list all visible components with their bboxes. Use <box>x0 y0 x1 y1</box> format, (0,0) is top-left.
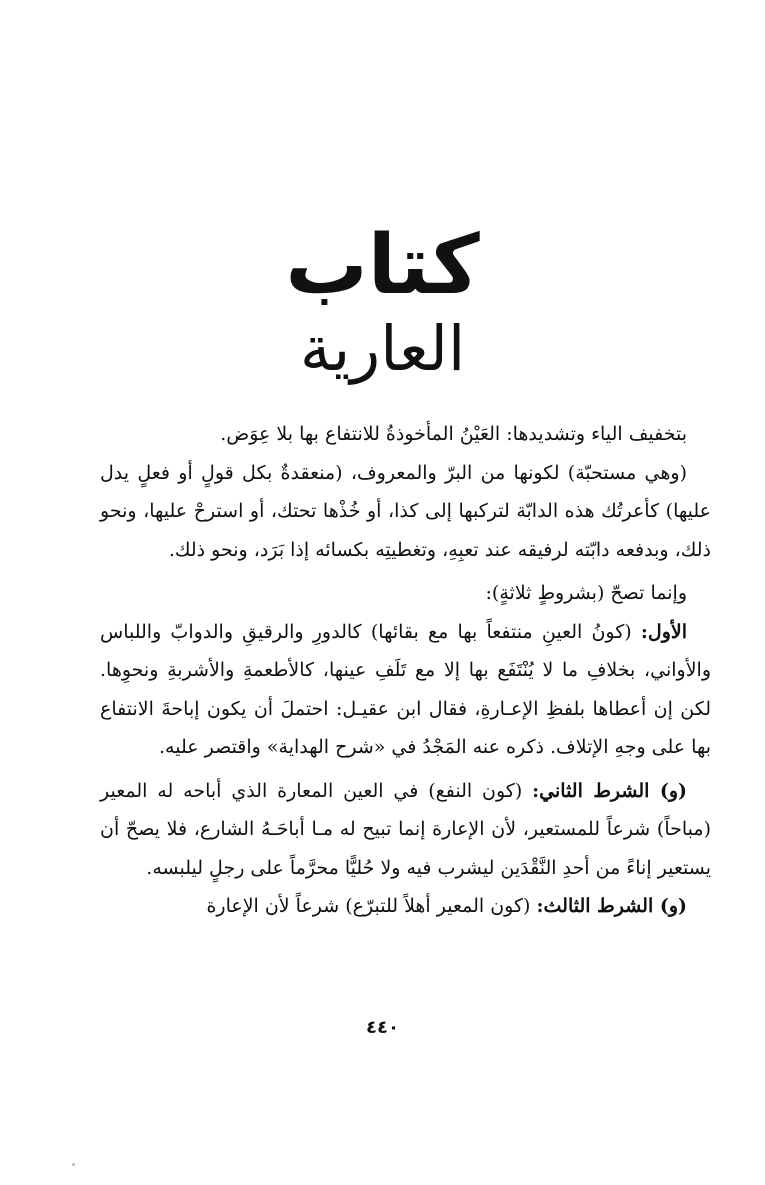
scan-speck <box>72 1163 75 1166</box>
page-number: ٤٤٠ <box>366 1017 399 1038</box>
body-text <box>100 415 711 926</box>
paragraph-conditions-intro <box>100 574 711 613</box>
paragraph-definition <box>100 415 711 454</box>
paragraph-condition-2 <box>100 772 711 888</box>
paragraph-text: بتخفيف الياء وتشديدها: العَيْنُ المأخوذةُ للانتفاع بها بلا عِوَض. <box>220 423 687 445</box>
paragraph-ruling <box>100 454 711 570</box>
paragraph-lead: الأول: <box>640 620 687 643</box>
book-title: كتاب <box>285 218 480 313</box>
paragraph-lead: (و) الشرط الثاني: <box>532 779 687 802</box>
paragraph-text: (وهي مستحبّة) لكونها من البرّ والمعروف، (منعقدةٌ بكل قولٍ أو فعلٍ يدل عليها) كأعرتُك هذه الدابّة لتركبها إلى كذا، أو خُذْها تحتك، أو استرحْ عليها، ونحو ذلك، وبدفعه دابّته لرفيقه عند تعبِهِ، وتغطيتِه بكسائه إذا بَرَد، ونحو ذلك. <box>100 461 711 561</box>
paragraph-text: (كونُ العينِ منتفعاً بها مع بقائها) كالدورِ والرقيقِ والدوابّ واللباس والأواني، بخلافِ ما لا يُنْتَفَع بها إلا مع تَلَفِ عينها، كالأطعمةِ والأشربةِ ونحوِها. لكن إن أعطاها بلفظِ الإعـارةِ، فقال ابن عقيـل: احتملَ أن يكون إباحةَ الانتفاع بها على وجهِ الإتلاف. ذكره عنه المَجْدُ في «شرح الهداية» واقتصر عليه. <box>100 620 711 758</box>
paragraph-text: وإنما تصحّ (بشروطٍ ثلاثةٍ): <box>485 582 687 604</box>
paragraph-condition-1 <box>100 613 711 767</box>
paragraph-text: (كون المعير أهلاً للتبرّع) شرعاً لأن الإعارة <box>206 895 537 917</box>
paragraph-lead: (و) الشرط الثالث: <box>536 895 687 917</box>
chapter-title: العارية <box>299 312 466 385</box>
paragraph-text: (كون النفع) في العين المعارة الذي أباحه له المعير (مباحاً) شرعاً للمستعير، لأن الإعارة إنما تبيح له مـا أباحَـهُ الشارع، فلا يصحّ أن يستعير إناءً من أحدِ النَّقْدَين ليشرب فيه ولا حُليًّا محرَّماً على رجلٍ ليلبسه. <box>100 779 711 879</box>
paragraph-condition-3 <box>100 887 711 926</box>
